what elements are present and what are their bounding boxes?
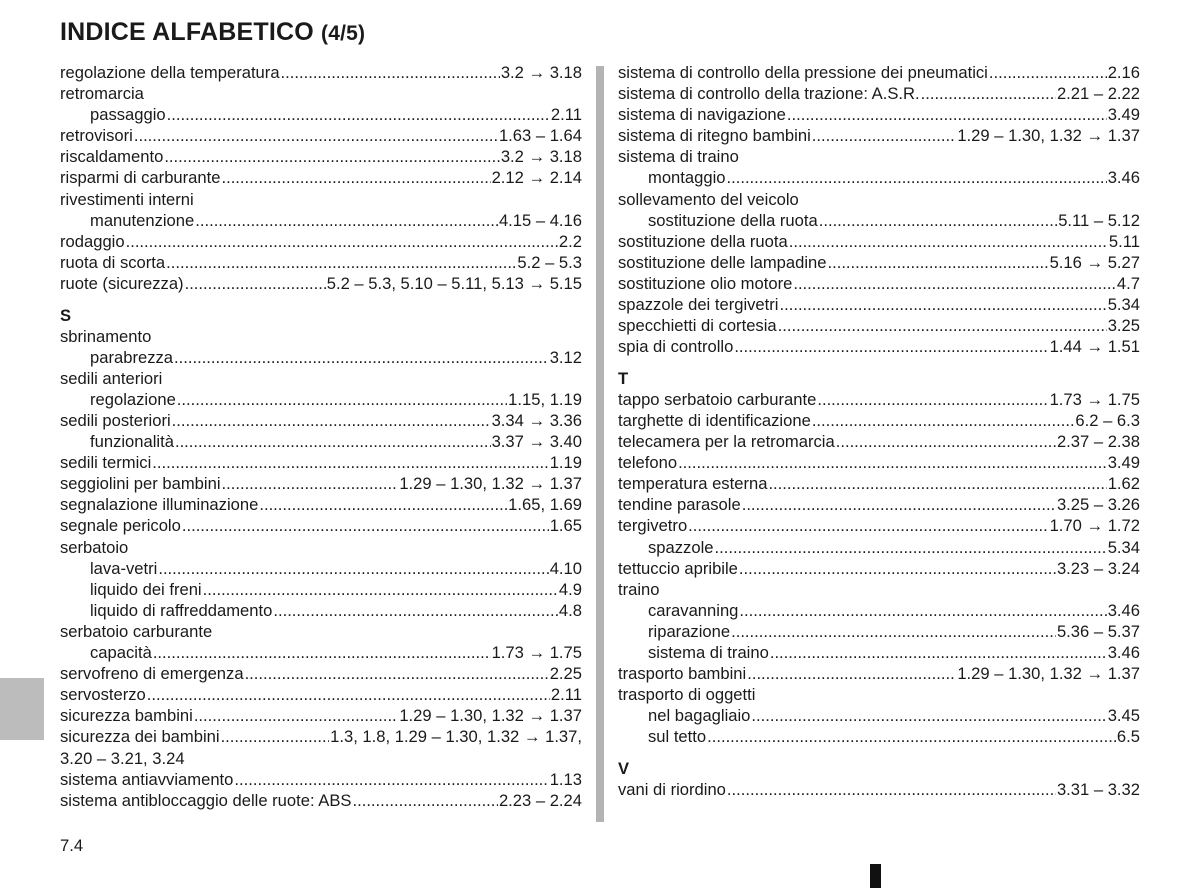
index-heading-entry	[60, 368, 582, 389]
entry-term: manutenzione	[90, 210, 195, 230]
entry-term: sedili anteriori	[60, 368, 163, 388]
entry-term: sostituzione olio motore	[618, 273, 793, 293]
entry-term: spia di controllo	[618, 337, 734, 357]
dot-leader	[793, 273, 1116, 294]
dot-leader	[747, 663, 956, 684]
dot-leader	[751, 705, 1106, 726]
dot-leader	[174, 347, 549, 368]
dot-leader	[281, 62, 500, 83]
index-heading-entry	[618, 579, 1140, 600]
entry-pages: 3.2 → 3.18	[500, 147, 582, 167]
entry-pages: 3.46	[1107, 168, 1140, 188]
entry-term: riparazione	[648, 621, 731, 641]
dot-leader	[273, 600, 558, 621]
entry-term: funzionalità	[90, 432, 174, 452]
entry-term: targhette di identificazione	[618, 411, 811, 430]
entry-pages: 1.44 → 1.51	[1049, 337, 1140, 357]
index-entry	[60, 684, 582, 705]
dot-leader	[836, 431, 1056, 452]
entry-pages: 5.36 – 5.37	[1056, 621, 1140, 641]
entry-term: montaggio	[648, 168, 726, 188]
entry-pages: 1.29 – 1.30, 1.32 → 1.37	[399, 474, 582, 494]
entry-term: sedili posteriori	[60, 411, 171, 430]
dot-leader	[126, 231, 558, 252]
entry-pages: 2.23 – 2.24	[498, 790, 582, 810]
entry-term: telecamera per la retromarcia	[618, 432, 835, 452]
index-entry	[618, 336, 1140, 357]
entry-pages: 4.9	[558, 579, 582, 599]
index-entry	[618, 315, 1140, 336]
entry-term: sistema di navigazione	[618, 105, 786, 125]
dot-leader	[827, 252, 1048, 273]
dot-leader	[819, 210, 1057, 231]
dot-leader	[166, 252, 516, 273]
index-entry	[618, 83, 1140, 104]
entry-term: sedili termici	[60, 453, 152, 473]
entry-pages: 3.2 → 3.18	[500, 63, 582, 82]
index-heading-entry	[618, 146, 1140, 167]
entry-term: trasporto di oggetti	[618, 685, 756, 705]
index-subentry	[60, 579, 582, 600]
index-column-right	[618, 62, 1140, 800]
column-divider	[596, 66, 604, 822]
dot-leader	[739, 558, 1056, 579]
entry-pages: 3.46	[1107, 600, 1140, 620]
entry-pages: 2.21 – 2.22	[1056, 84, 1140, 104]
entry-pages: 2.16	[1107, 63, 1140, 82]
entry-term: sistema di ritegno bambini	[618, 126, 811, 146]
dot-leader	[203, 579, 558, 600]
dot-leader	[812, 410, 1075, 431]
index-column-left	[60, 62, 582, 811]
dot-leader	[768, 473, 1106, 494]
entry-term: rivestimenti interni	[60, 189, 194, 209]
entry-pages: 6.5	[1116, 727, 1140, 747]
entry-pages: 1.13	[549, 769, 582, 789]
entry-pages: 3.12	[549, 347, 582, 367]
entry-term: segnale pericolo	[60, 516, 181, 536]
index-heading-entry	[60, 83, 582, 104]
entry-term: serbatoio carburante	[60, 621, 213, 641]
entry-term: regolazione	[90, 389, 176, 409]
entry-term: sostituzione della ruota	[618, 231, 788, 251]
entry-term: sul tetto	[648, 727, 707, 747]
entry-term: retromarcia	[60, 84, 144, 104]
entry-pages: 3.37 → 3.40	[491, 432, 582, 452]
entry-pages: 5.16 → 5.27	[1049, 252, 1140, 272]
chapter-tab	[0, 678, 44, 740]
dot-leader	[177, 389, 507, 410]
index-subentry	[60, 347, 582, 368]
index-subentry	[60, 600, 582, 621]
index-subentry	[60, 210, 582, 231]
dot-leader	[245, 663, 549, 684]
entry-term: ruota di scorta	[60, 252, 166, 272]
index-entry	[618, 62, 1140, 83]
index-subentry	[60, 642, 582, 663]
entry-pages: 1.73 → 1.75	[1049, 389, 1140, 409]
entry-pages: 3.49	[1107, 105, 1140, 125]
index-entry	[618, 389, 1140, 410]
entry-pages: 2.37 – 2.38	[1056, 432, 1140, 452]
entry-term: specchietti di cortesia	[618, 316, 777, 336]
index-entry	[60, 790, 582, 811]
entry-term: sistema antiavviamento	[60, 769, 234, 789]
dot-leader	[727, 779, 1056, 800]
index-entry	[618, 452, 1140, 473]
dot-leader	[153, 642, 491, 663]
entry-term: retrovisori	[60, 126, 133, 146]
entry-term: rodaggio	[60, 231, 125, 251]
entry-pages: 3.25	[1107, 316, 1140, 336]
section-letter-t: T	[618, 368, 629, 388]
dot-leader	[707, 726, 1116, 747]
index-entry	[60, 494, 582, 515]
dot-leader	[812, 125, 957, 146]
index-entry	[618, 252, 1140, 273]
dot-leader	[221, 167, 490, 188]
entry-term: spazzole dei tergivetri	[618, 295, 779, 315]
crop-mark	[870, 864, 881, 888]
entry-term: sistema antibloccaggio delle ruote: ABS	[60, 790, 352, 810]
dot-leader	[222, 473, 399, 494]
index-subentry	[618, 642, 1140, 663]
index-heading-entry	[60, 189, 582, 210]
index-entry	[618, 104, 1140, 125]
index-subentry	[618, 621, 1140, 642]
dot-leader	[731, 621, 1056, 642]
entry-pages: 3.45	[1107, 706, 1140, 726]
entry-term: tettuccio apribile	[618, 558, 738, 578]
page-title-main: INDICE ALFABETICO	[60, 18, 314, 46]
dot-leader	[742, 494, 1056, 515]
entry-term: tappo serbatoio carburante	[618, 389, 817, 409]
dot-leader	[164, 146, 500, 167]
entry-pages: 3.31 – 3.32	[1056, 780, 1140, 800]
dot-leader	[352, 790, 497, 811]
index-entry	[60, 273, 582, 294]
index-entry	[618, 431, 1140, 452]
entry-term: trasporto bambini	[618, 664, 747, 684]
index-entry	[60, 452, 582, 473]
entry-pages: 1.29 – 1.30, 1.32 → 1.37	[957, 664, 1140, 684]
entry-pages: 5.2 – 5.3, 5.10 – 5.11, 5.13 → 5.15	[326, 273, 582, 293]
index-entry	[60, 167, 582, 188]
entry-pages: 1.19	[549, 453, 582, 473]
index-subentry	[60, 104, 582, 125]
entry-term: telefono	[618, 453, 678, 473]
dot-leader	[688, 515, 1048, 536]
dot-leader	[715, 537, 1107, 558]
index-entry	[60, 663, 582, 684]
entry-pages: 1.29 – 1.30, 1.32 → 1.37	[957, 126, 1140, 146]
dot-leader	[739, 600, 1106, 621]
section-letter-s: S	[60, 305, 72, 325]
entry-pages: 2.2	[558, 231, 582, 251]
dot-leader	[727, 167, 1107, 188]
index-entry	[618, 231, 1140, 252]
index-entry	[60, 252, 582, 273]
dot-leader	[194, 705, 399, 726]
index-subentry	[618, 537, 1140, 558]
entry-term: risparmi di carburante	[60, 168, 221, 188]
dot-leader	[921, 83, 1056, 104]
entry-pages: 3.25 – 3.26	[1056, 495, 1140, 515]
entry-term: lava-vetri	[90, 558, 158, 578]
entry-pages: 1.73 → 1.75	[491, 643, 582, 663]
entry-pages: 1.29 – 1.30, 1.32 → 1.37	[399, 706, 582, 726]
index-heading-entry	[618, 684, 1140, 705]
dot-leader	[147, 684, 550, 705]
page-number: 7.4	[60, 836, 84, 855]
section-letter-v: V	[618, 759, 630, 778]
entry-term: nel bagagliaio	[648, 706, 751, 726]
dot-leader	[734, 336, 1048, 357]
index-subentry	[618, 167, 1140, 188]
entry-term: liquido dei freni	[90, 579, 202, 599]
entry-pages: 2.11	[550, 685, 582, 705]
entry-term: sistema di controllo della pressione dei pneumatici	[618, 63, 988, 82]
entry-term: temperatura esterna	[618, 474, 768, 494]
entry-pages: 5.34	[1107, 537, 1140, 557]
entry-pages: 4.7	[1116, 273, 1140, 293]
entry-pages: 1.3, 1.8, 1.29 – 1.30, 1.32 → 1.37,	[330, 727, 582, 747]
entry-term: vani di riordino	[618, 780, 726, 800]
entry-term: sistema di traino	[648, 643, 769, 663]
entry-pages: 5.34	[1107, 295, 1140, 315]
entry-pages: 2.12 → 2.14	[491, 168, 582, 188]
index-entry	[618, 273, 1140, 294]
dot-leader	[234, 769, 548, 790]
index-entry	[618, 494, 1140, 515]
entry-term: capacità	[90, 643, 152, 663]
index-entry	[60, 125, 582, 146]
entry-term: ruote (sicurezza)	[60, 273, 184, 293]
index-subentry	[60, 389, 582, 410]
entry-pages: 4.8	[558, 600, 582, 620]
entry-term: sistema di traino	[618, 147, 739, 167]
entry-term: sicurezza dei bambini	[60, 727, 220, 747]
entry-term: seggiolini per bambini	[60, 474, 221, 494]
dot-leader	[787, 104, 1107, 125]
entry-pages: 2.25	[549, 664, 582, 684]
index-entry	[618, 558, 1140, 579]
entry-term: sollevamento del veicolo	[618, 189, 799, 209]
entry-term: spazzole	[648, 537, 714, 557]
index-subentry	[60, 558, 582, 579]
index-subentry	[618, 705, 1140, 726]
entry-term: sbrinamento	[60, 326, 152, 346]
index-entry	[60, 146, 582, 167]
page-title-part: (4/5)	[321, 22, 366, 45]
index-entry	[618, 663, 1140, 684]
entry-term: caravanning	[648, 600, 739, 620]
entry-pages: 1.65, 1.69	[508, 495, 582, 515]
index-entry	[60, 473, 582, 494]
dot-leader	[134, 125, 498, 146]
dot-leader	[195, 210, 498, 231]
index-subentry	[618, 600, 1140, 621]
entry-pages: 3.23 – 3.24	[1056, 558, 1140, 578]
index-entry	[618, 779, 1140, 800]
entry-term: tergivetro	[618, 516, 688, 536]
dot-leader	[778, 315, 1107, 336]
dot-leader	[172, 410, 491, 431]
dot-leader	[152, 452, 548, 473]
entry-pages: 1.70 → 1.72	[1049, 516, 1140, 536]
dot-leader	[182, 515, 549, 536]
dot-leader	[770, 642, 1107, 663]
entry-pages: 1.63 – 1.64	[498, 126, 582, 146]
dot-leader	[175, 431, 491, 452]
dot-leader	[221, 726, 330, 747]
index-entry	[60, 231, 582, 252]
index-entry	[618, 410, 1140, 431]
entry-term: serbatoio	[60, 537, 129, 557]
entry-pages-continued: 3.20 – 3.21, 3.24	[60, 748, 185, 768]
entry-term: tendine parasole	[618, 495, 741, 515]
dot-leader	[259, 494, 507, 515]
entry-term: sostituzione delle lampadine	[618, 252, 827, 272]
index-heading-entry	[60, 621, 582, 642]
dot-leader	[817, 389, 1048, 410]
entry-term: servosterzo	[60, 685, 146, 705]
entry-pages: 4.10	[549, 558, 582, 578]
entry-pages: 1.65	[549, 516, 582, 536]
index-heading-entry	[618, 189, 1140, 210]
entry-pages: 6.2 – 6.3	[1075, 411, 1140, 430]
index-entry	[618, 125, 1140, 146]
dot-leader	[158, 558, 548, 579]
entry-pages: 3.46	[1107, 643, 1140, 663]
index-entry	[618, 473, 1140, 494]
index-entry	[60, 726, 582, 768]
index-entry	[60, 705, 582, 726]
entry-term: servofreno di emergenza	[60, 664, 244, 684]
index-entry	[618, 515, 1140, 536]
entry-term: traino	[618, 579, 660, 599]
index-heading-entry	[60, 537, 582, 558]
entry-pages: 4.15 – 4.16	[498, 210, 582, 230]
index-entry	[618, 294, 1140, 315]
index-entry	[60, 769, 582, 790]
dot-leader	[167, 104, 550, 125]
entry-pages: 1.62	[1107, 474, 1140, 494]
index-subentry	[60, 431, 582, 452]
entry-pages: 3.34 → 3.36	[491, 411, 582, 430]
index-subentry	[618, 726, 1140, 747]
index-subentry	[618, 210, 1140, 231]
index-entry	[60, 410, 582, 431]
entry-pages: 1.15, 1.19	[508, 389, 582, 409]
entry-pages: 5.11	[1108, 231, 1140, 251]
dot-leader	[789, 231, 1108, 252]
dot-leader	[780, 294, 1107, 315]
entry-term: riscaldamento	[60, 147, 164, 167]
dot-leader	[678, 452, 1107, 473]
index-entry	[60, 62, 582, 83]
dot-leader	[185, 273, 326, 294]
entry-term: parabrezza	[90, 347, 174, 367]
entry-term: sostituzione della ruota	[648, 210, 818, 230]
entry-pages: 5.2 – 5.3	[517, 252, 582, 272]
dot-leader	[989, 62, 1107, 83]
entry-term: liquido di raffreddamento	[90, 600, 273, 620]
entry-term: passaggio	[90, 105, 166, 125]
index-entry	[60, 515, 582, 536]
entry-term: segnalazione illuminazione	[60, 495, 259, 515]
page-title	[60, 18, 365, 47]
index-heading-entry	[60, 326, 582, 347]
entry-term: regolazione della temperatura	[60, 63, 280, 82]
entry-term: sistema di controllo della trazione: A.S.R.	[618, 84, 920, 104]
entry-term: sicurezza bambini	[60, 706, 193, 726]
entry-pages: 2.11	[550, 105, 582, 125]
entry-pages: 5.11 – 5.12	[1058, 210, 1140, 230]
entry-pages: 3.49	[1107, 453, 1140, 473]
